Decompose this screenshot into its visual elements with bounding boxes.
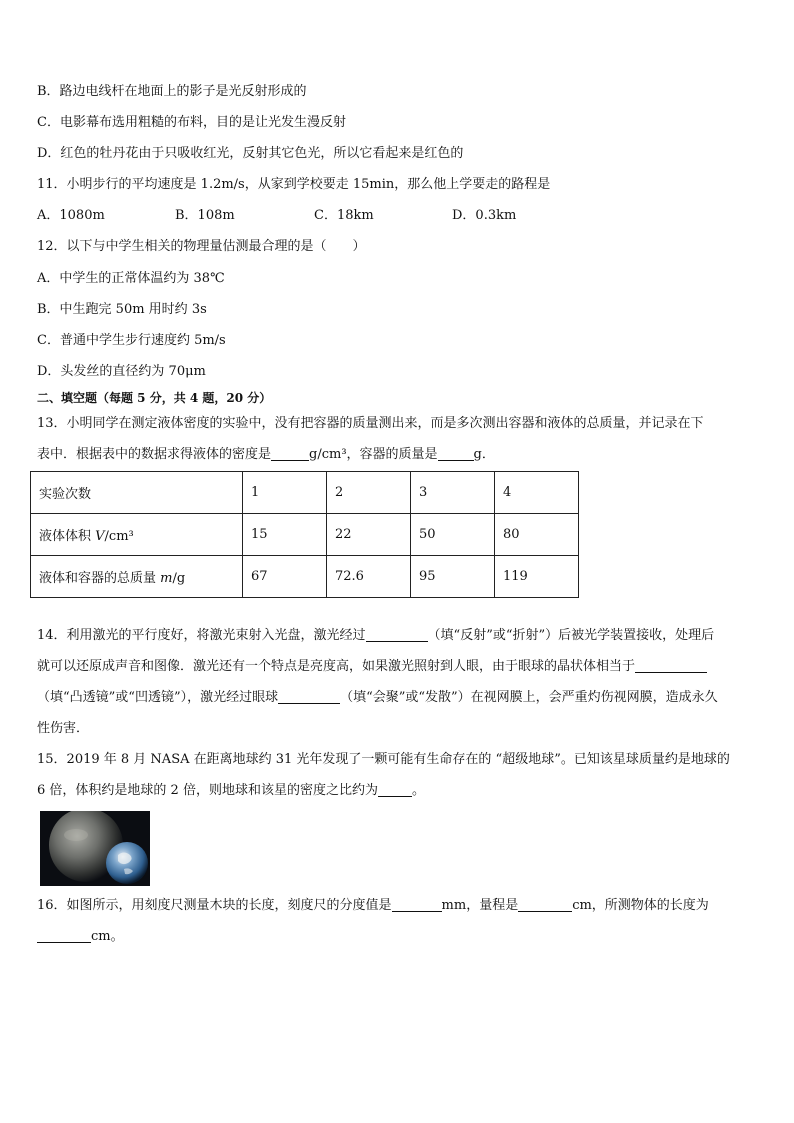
q11-option-b: B．108m [175, 208, 235, 223]
answer-blank[interactable] [635, 658, 707, 673]
q12-option-b: B．中生跑完 50m 用时约 3s [37, 302, 207, 317]
answer-blank[interactable] [392, 897, 442, 912]
q10-option-c: C．电影幕布选用粗糙的布料，目的是让光发生漫反射 [37, 115, 346, 130]
q10-option-d: D．红色的牡丹花由于只吸收红光，反射其它色光，所以它看起来是红色的 [37, 146, 464, 161]
q14-line2 [37, 658, 707, 676]
unit-text: /cm³ [104, 529, 134, 544]
q11-option-d: D．0.3km [452, 208, 517, 223]
q15-line2 [37, 782, 425, 800]
table-cell: 80 [495, 514, 579, 556]
q14-line4: 性伤害． [37, 721, 90, 736]
table-row [31, 514, 579, 556]
table-cell: 3 [411, 472, 495, 514]
q12-stem: 12．以下与中学生相关的物理量估测最合理的是（ ） [37, 239, 366, 254]
q13-line2 [37, 446, 495, 464]
q14-text: （填“反射”或“折射”）后被光学装置接收，处理后 [427, 628, 715, 643]
answer-blank[interactable] [518, 897, 572, 912]
q14-line3 [37, 689, 718, 707]
q11-option-c: C．18km [314, 208, 374, 223]
q16-line1 [37, 897, 709, 915]
q12-option-a: A．中学生的正常体温约为 38℃ [37, 271, 225, 286]
q13-text-a: 表中．根据表中的数据求得液体的密度是 [37, 447, 272, 462]
q16-text: 16．如图所示，用刻度尺测量木块的长度，刻度尺的分度值是 [37, 898, 392, 913]
q14-text: 14．利用激光的平行度好，将激光束射入光盘，激光经过 [37, 628, 366, 643]
label-text: 液体和容器的总质量 [39, 571, 161, 586]
q16-text: mm，量程是 [441, 898, 519, 913]
unit-text: /g [172, 571, 186, 586]
q15-text: 。 [411, 783, 425, 798]
table-row [31, 472, 579, 514]
table-cell-label [31, 556, 243, 598]
q15-line1: 15．2019 年 8 月 NASA 在距离地球约 31 光年发现了一颗可能有生命存在的 “超级地球”。已知该星球质量约是地球的 [37, 752, 730, 767]
table-cell: 72.6 [327, 556, 411, 598]
planet-illustration [40, 811, 150, 886]
planet-image [40, 811, 150, 886]
table-cell: 2 [327, 472, 411, 514]
table-cell: 1 [243, 472, 327, 514]
table-cell: 15 [243, 514, 327, 556]
answer-blank[interactable] [271, 446, 309, 461]
answer-blank[interactable] [366, 627, 428, 642]
table-cell: 实验次数 [31, 472, 243, 514]
q14-text: （填“会聚”或“发散”）在视网膜上，会严重灼伤视网膜，造成永久 [340, 690, 718, 705]
q13-line1: 13．小明同学在测定液体密度的实验中，没有把容器的质量测出来，而是多次测出容器和液体的总质量，并记录在下 [37, 416, 704, 431]
table-cell-label [31, 514, 243, 556]
answer-blank[interactable] [37, 928, 91, 943]
answer-blank[interactable] [378, 782, 412, 797]
table-cell: 67 [243, 556, 327, 598]
data-table [30, 471, 579, 598]
q14-text: （填“凸透镜”或“凹透镜”），激光经过眼球 [37, 690, 279, 705]
q12-option-d: D．头发丝的直径约为 70μm [37, 364, 206, 379]
q14-text: 就可以还原成声音和图像．激光还有一个特点是亮度高，如果激光照射到人眼，由于眼球的晶状体相当于 [37, 659, 636, 674]
q16-text: cm。 [91, 929, 124, 944]
q14-line1 [37, 627, 714, 645]
answer-blank[interactable] [278, 689, 340, 704]
table-cell: 50 [411, 514, 495, 556]
q11-stem: 11．小明步行的平均速度是 1.2m/s，从家到学校要走 15min，那么他上学要走的路程是 [37, 177, 551, 192]
q13-text-b: g/cm³，容器的质量是 [309, 447, 438, 462]
variable-m: m [160, 571, 173, 586]
table-cell: 4 [495, 472, 579, 514]
q12-option-c: C．普通中学生步行速度约 5m/s [37, 333, 226, 348]
q15-text: 6 倍，体积约是地球的 2 倍，则地球和该星的密度之比约为 [37, 783, 378, 798]
answer-blank[interactable] [438, 446, 474, 461]
q10-option-b: B．路边电线杆在地面上的影子是光反射形成的 [37, 84, 307, 99]
q11-option-a: A．1080m [37, 208, 105, 223]
table-cell: 22 [327, 514, 411, 556]
section-heading: 二、填空题（每题 5 分，共 4 题，20 分） [37, 391, 272, 405]
variable-v: V [95, 529, 105, 544]
q13-text-c: g． [473, 447, 495, 462]
q16-line2 [37, 928, 124, 946]
table-cell: 95 [411, 556, 495, 598]
label-text: 液体体积 [39, 529, 96, 544]
table-row [31, 556, 579, 598]
q16-text: cm，所测物体的长度为 [572, 898, 709, 913]
table-cell: 119 [495, 556, 579, 598]
